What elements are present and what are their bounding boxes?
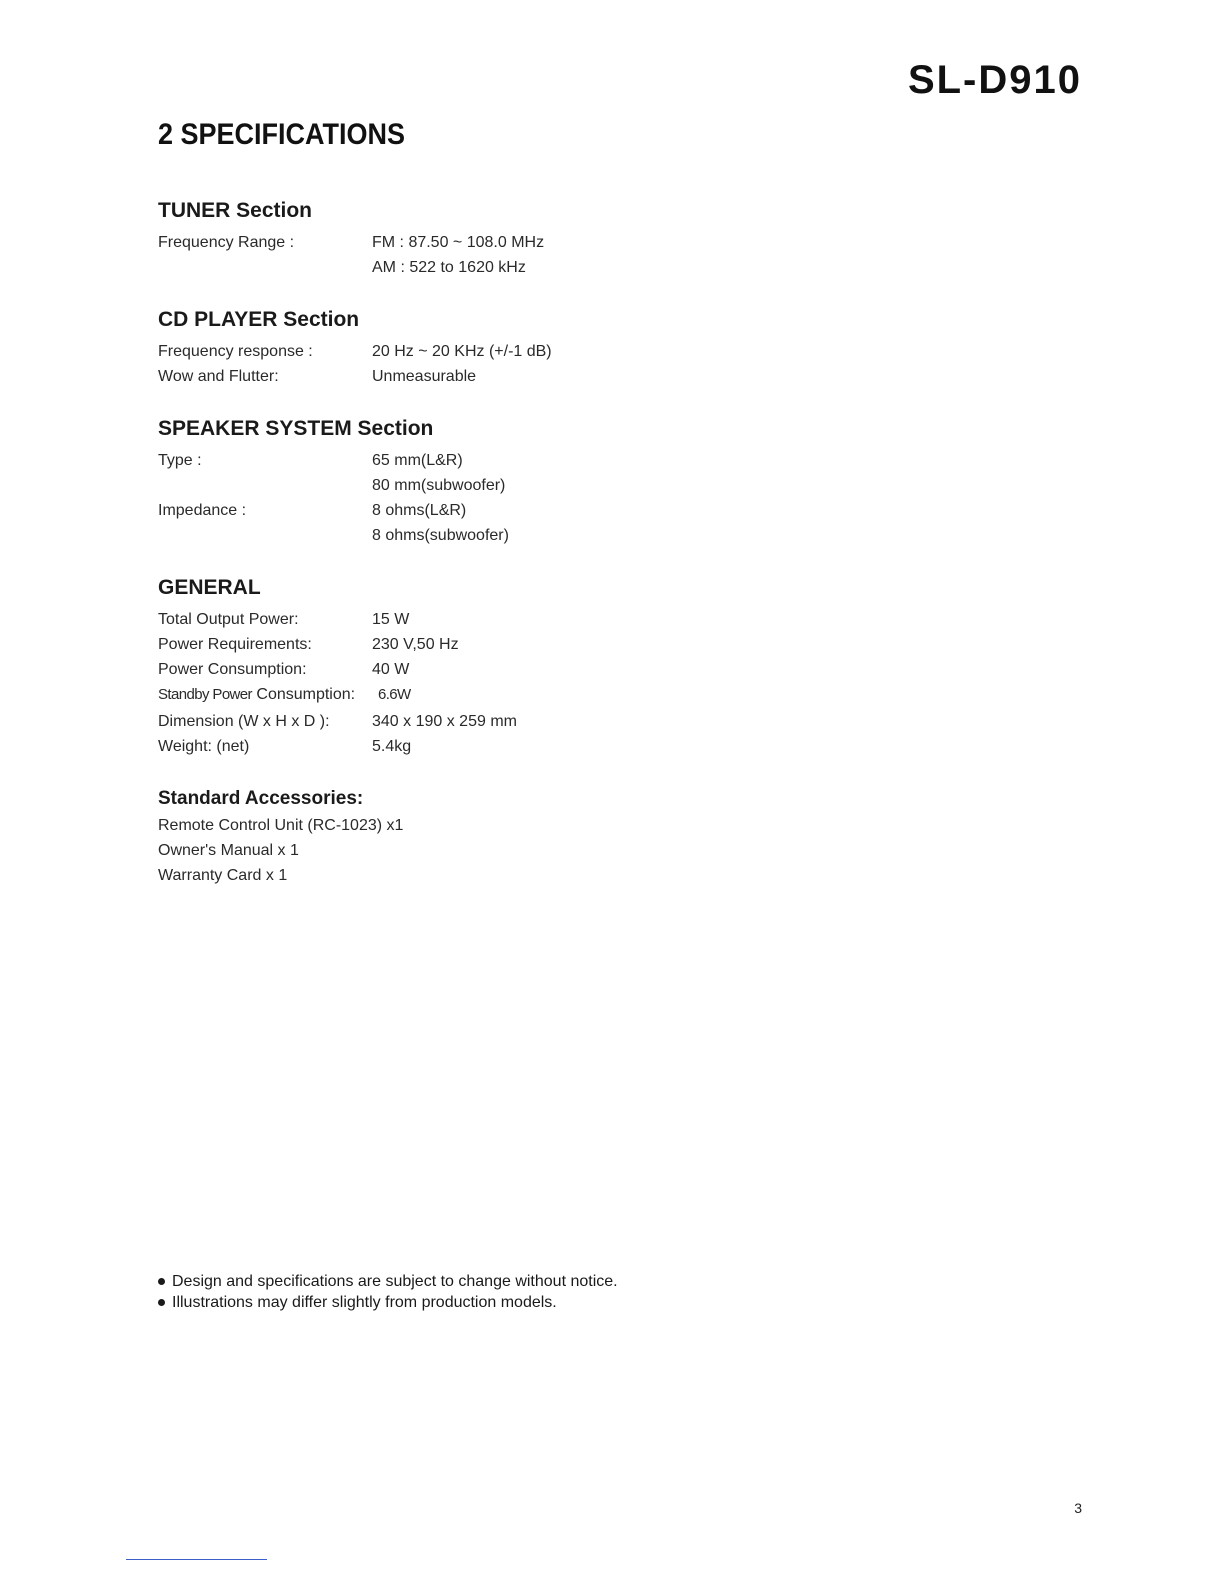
spec-label: Frequency Range : — [158, 234, 295, 251]
spec-value: Unmeasurable — [372, 368, 477, 385]
spec-row — [158, 657, 517, 682]
section-heading: SPEAKER SYSTEM Section — [158, 417, 434, 440]
page-title: 2 SPECIFICATIONS — [158, 118, 406, 151]
spec-row — [158, 364, 552, 389]
spec-row — [158, 607, 517, 632]
spec-label — [158, 523, 372, 548]
spec-label: Power Consumption: — [158, 661, 307, 678]
bullet-icon — [158, 1299, 165, 1306]
spec-value: 340 x 190 x 259 mm — [372, 713, 517, 730]
bullet-icon — [158, 1278, 165, 1285]
divider — [126, 1559, 267, 1560]
model-number: SL-D910 — [907, 58, 1082, 102]
spec-label — [158, 255, 372, 280]
spec-label-part: Consumption: — [251, 686, 356, 703]
spec-row — [158, 230, 544, 255]
tuner-section — [158, 198, 544, 280]
spec-label: Impedance : — [158, 502, 247, 519]
spec-row — [158, 339, 552, 364]
spec-row — [158, 709, 517, 734]
spec-label — [158, 473, 372, 498]
spec-label-part: Standby Power — [158, 686, 252, 703]
cd-player-section — [158, 307, 552, 389]
list-item: Remote Control Unit (RC-1023) x1 — [158, 817, 404, 834]
section-heading: GENERAL — [158, 576, 261, 599]
spec-label: Wow and Flutter: — [158, 368, 279, 385]
spec-value: 40 W — [372, 661, 410, 678]
spec-value: 20 Hz ~ 20 KHz (+/-1 dB) — [372, 343, 552, 360]
spec-value: 80 mm(subwoofer) — [372, 477, 506, 494]
speaker-section — [158, 416, 509, 548]
list-item: Owner's Manual x 1 — [158, 842, 299, 859]
spec-value: 8 ohms(L&R) — [372, 502, 467, 519]
spec-value: 65 mm(L&R) — [372, 452, 463, 469]
spec-value: 6.6W — [378, 686, 411, 703]
page-number: 3 — [1074, 1500, 1082, 1516]
section-heading: TUNER Section — [158, 199, 313, 222]
section-heading: Standard Accessories: — [158, 788, 364, 809]
spec-row — [158, 498, 509, 523]
list-item: Warranty Card x 1 — [158, 867, 288, 884]
accessories-list — [158, 813, 403, 888]
spec-value: 5.4kg — [372, 738, 412, 755]
spec-label: Frequency response : — [158, 343, 313, 360]
spec-value: 230 V,50 Hz — [372, 636, 459, 653]
note-item — [158, 1292, 618, 1313]
accessories-section — [158, 786, 403, 888]
spec-row — [158, 734, 517, 759]
general-section — [158, 575, 517, 759]
spec-label — [158, 682, 372, 707]
note-text: Illustrations may differ slightly from production models. — [172, 1294, 557, 1311]
section-heading: CD PLAYER Section — [158, 308, 360, 331]
spec-row — [158, 632, 517, 657]
spec-label: Dimension (W x H x D ): — [158, 713, 330, 730]
spec-value: 15 W — [372, 611, 410, 628]
spec-value: FM : 87.50 ~ 108.0 MHz — [372, 234, 545, 251]
spec-label: Power Requirements: — [158, 636, 312, 653]
spec-row — [158, 473, 509, 498]
note-text: Design and specifications are subject to change without notice. — [172, 1273, 618, 1290]
spec-label: Total Output Power: — [158, 611, 299, 628]
spec-row — [158, 682, 517, 707]
spec-row — [158, 255, 544, 280]
spec-label: Type : — [158, 452, 202, 469]
note-item — [158, 1271, 618, 1292]
spec-row — [158, 523, 509, 548]
notes — [158, 1271, 618, 1313]
spec-value: AM : 522 to 1620 kHz — [372, 259, 526, 276]
spec-label: Weight: (net) — [158, 738, 250, 755]
spec-value: 8 ohms(subwoofer) — [372, 527, 509, 544]
spec-row — [158, 448, 509, 473]
